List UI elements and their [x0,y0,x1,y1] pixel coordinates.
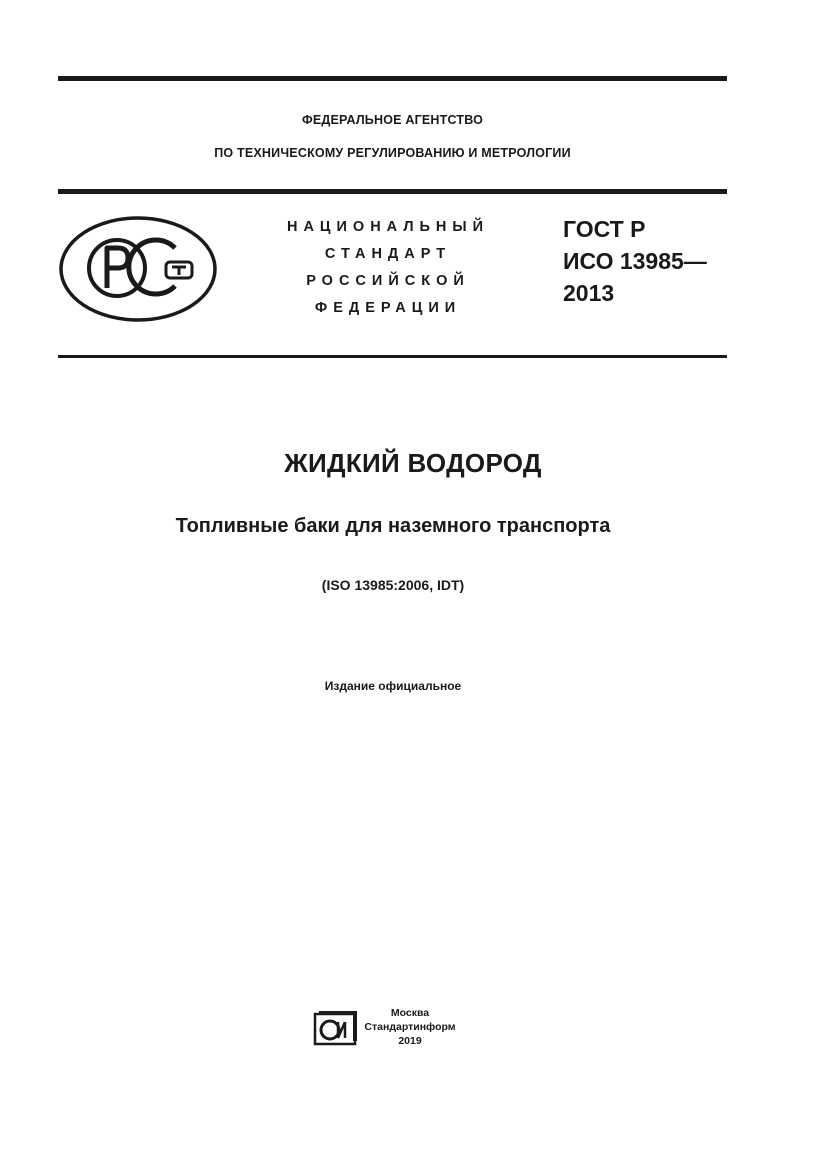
national-standard-block [268,214,508,322]
national-standard-line-4: ФЕДЕРАЦИИ [314,300,462,316]
edition-label: Издание официальное [324,679,462,693]
document-title: ЖИДКИЙ ВОДОРОД [284,448,542,478]
national-standard-line-2: СТАНДАРТ [324,246,452,262]
designation-line-3: 2013 [563,280,615,306]
iso-reference: (ISO 13985:2006, IDT) [321,577,465,593]
standartinform-logo-icon [312,1009,358,1047]
agency-name-line-2: ПО ТЕХНИЧЕСКОМУ РЕГУЛИРОВАНИЮ И МЕТРОЛОГИИ [214,146,571,160]
national-standard-line-1: НАЦИОНАЛЬНЫЙ [286,219,490,235]
publisher-imprint [364,1006,456,1048]
agency-name-line-1: ФЕДЕРАЛЬНОЕ АГЕНТСТВО [301,113,484,127]
document-subtitle: Топливные баки для наземного транспорта [175,515,611,537]
publisher-city: Москва [390,1007,430,1019]
bottom-rule [58,355,727,358]
middle-rule [58,189,727,194]
rst-certification-mark-icon [58,214,218,324]
publication-year: 2019 [398,1035,422,1047]
designation-line-2: ИСО 13985— [563,248,707,274]
standard-designation [563,213,707,309]
top-rule [58,76,727,81]
publisher-name: Стандартинформ [364,1021,456,1033]
designation-line-1: ГОСТ Р [563,216,646,242]
national-standard-line-3: РОССИЙСКОЙ [306,273,470,289]
